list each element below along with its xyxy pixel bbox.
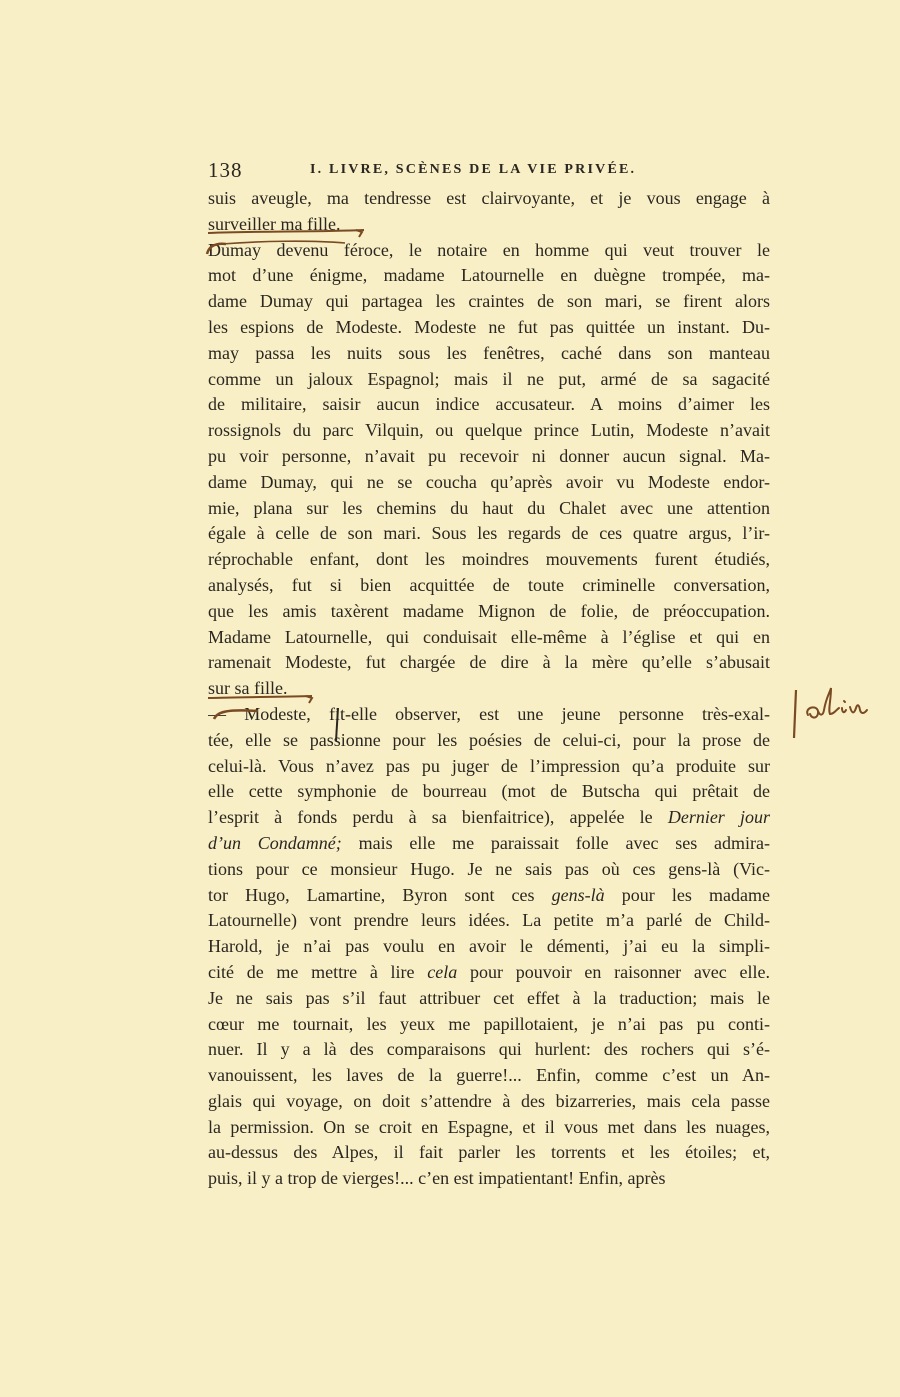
text-line: analysés, fut si bien acquittée de toute criminelle conversation,	[208, 574, 770, 595]
text-line: pu voir personne, n’avait pu recevoir ni donner aucun signal. Ma-	[208, 445, 770, 466]
text-line: mie, plana sur les chemins du haut du Chalet avec une attention	[208, 497, 770, 518]
running-head: I. LIVRE, SCÈNES DE LA VIE PRIVÉE.	[310, 162, 637, 177]
text-line: surveiller ma fille.	[208, 213, 341, 234]
text-line: — Modeste, fit-elle observer, est une jeune personne très-exal-	[208, 703, 770, 724]
text-line: tor Hugo, Lamartine, Byron sont ces gens-là pour les madame	[208, 884, 770, 905]
page-header	[208, 158, 770, 184]
text-line: dame Dumay, qui ne se coucha qu’après avoir vu Modeste endor-	[208, 471, 770, 492]
text-line: elle cette symphonie de bourreau (mot de Butscha qui prêtait de	[208, 781, 770, 802]
text-line: glais qui voyage, on doit s’attendre à des bizarreries, mais cela passe	[208, 1090, 770, 1111]
text-line: Je ne sais pas s’il faut attribuer cet effet à la traduction; mais le	[208, 987, 770, 1008]
text-line: rossignols du parc Vilquin, ou quelque prince Lutin, Modeste n’avait	[208, 420, 770, 441]
text-line: sur sa fille.	[208, 678, 288, 699]
text-line: l’esprit à fonds perdu à sa bienfaitrice), appelée le Dernier jour	[208, 807, 770, 828]
text-line: d’un Condamné; mais elle me paraissait folle avec ses admira-	[208, 832, 770, 853]
text-line: Harold, je n’ai pas voulu en avoir le démenti, j’ai eu la simpli-	[208, 936, 770, 957]
text-line: égale à celle de son mari. Sous les regards de ces quatre argus, l’ir-	[208, 523, 770, 544]
text-line: tions pour ce monsieur Hugo. Je ne sais pas où ces gens-là (Vic-	[208, 858, 770, 879]
text-line: may passa les nuits sous les fenêtres, caché dans son manteau	[208, 342, 770, 363]
text-line: nuer. Il y a là des comparaisons qui hurlent: des rochers qui s’é-	[208, 1039, 770, 1060]
text-line: suis aveugle, ma tendresse est clairvoyante, et je vous engage à	[208, 188, 770, 208]
margin-handwriting	[790, 680, 885, 745]
text-line: vanouissent, les laves de la guerre!... Enfin, comme c’est un An-	[208, 1065, 770, 1086]
page-number: 138	[208, 158, 243, 182]
body-text	[208, 186, 770, 1192]
text-line: puis, il y a trop de vierges!... c’en est impatientant! Enfin, après	[208, 1168, 666, 1189]
text-line: la permission. On se croit en Espagne, et il vous met dans les nuages,	[208, 1116, 770, 1137]
text-line: tée, elle se passionne pour les poésies de celui-ci, pour la prose de	[208, 729, 770, 750]
text-line: cité de me mettre à lire cela pour pouvoir en raisonner avec elle.	[208, 961, 770, 982]
text-line: mot d’une énigme, madame Latournelle en duègne trompée, ma-	[208, 265, 770, 286]
text-line: réprochable enfant, dont les moindres mouvements furent étudiés,	[208, 549, 770, 570]
text-line: Madame Latournelle, qui conduisait elle-même à l’église et qui en	[208, 626, 770, 647]
text-line: dame Dumay qui partagea les craintes de son mari, se firent alors	[208, 291, 770, 312]
text-line: que les amis taxèrent madame Mignon de folie, de préoccupation.	[208, 600, 770, 621]
text-line: comme un jaloux Espagnol; mais il ne put, armé de sa sagacité	[208, 368, 770, 389]
text-line: celui-là. Vous n’avez pas pu juger de l’impression qu’a produite sur	[208, 755, 770, 776]
text-line: les espions de Modeste. Modeste ne fut pas quittée un instant. Du-	[208, 316, 770, 337]
text-line: Dumay devenu féroce, le notaire en homme qui veut trouver le	[208, 239, 770, 260]
text-line: Latournelle) vont prendre leurs idées. La petite m’a parlé de Child-	[208, 910, 770, 931]
text-line: ramenait Modeste, fut chargée de dire à la mère qu’elle s’abusait	[208, 652, 770, 673]
text-line: au-dessus des Alpes, il fait parler les torrents et les étoiles; et,	[208, 1142, 770, 1163]
text-line: de militaire, saisir aucun indice accusateur. A moins d’aimer les	[208, 394, 770, 415]
text-line: cœur me tournait, les yeux me papillotaient, je n’ai pas pu conti-	[208, 1013, 770, 1034]
